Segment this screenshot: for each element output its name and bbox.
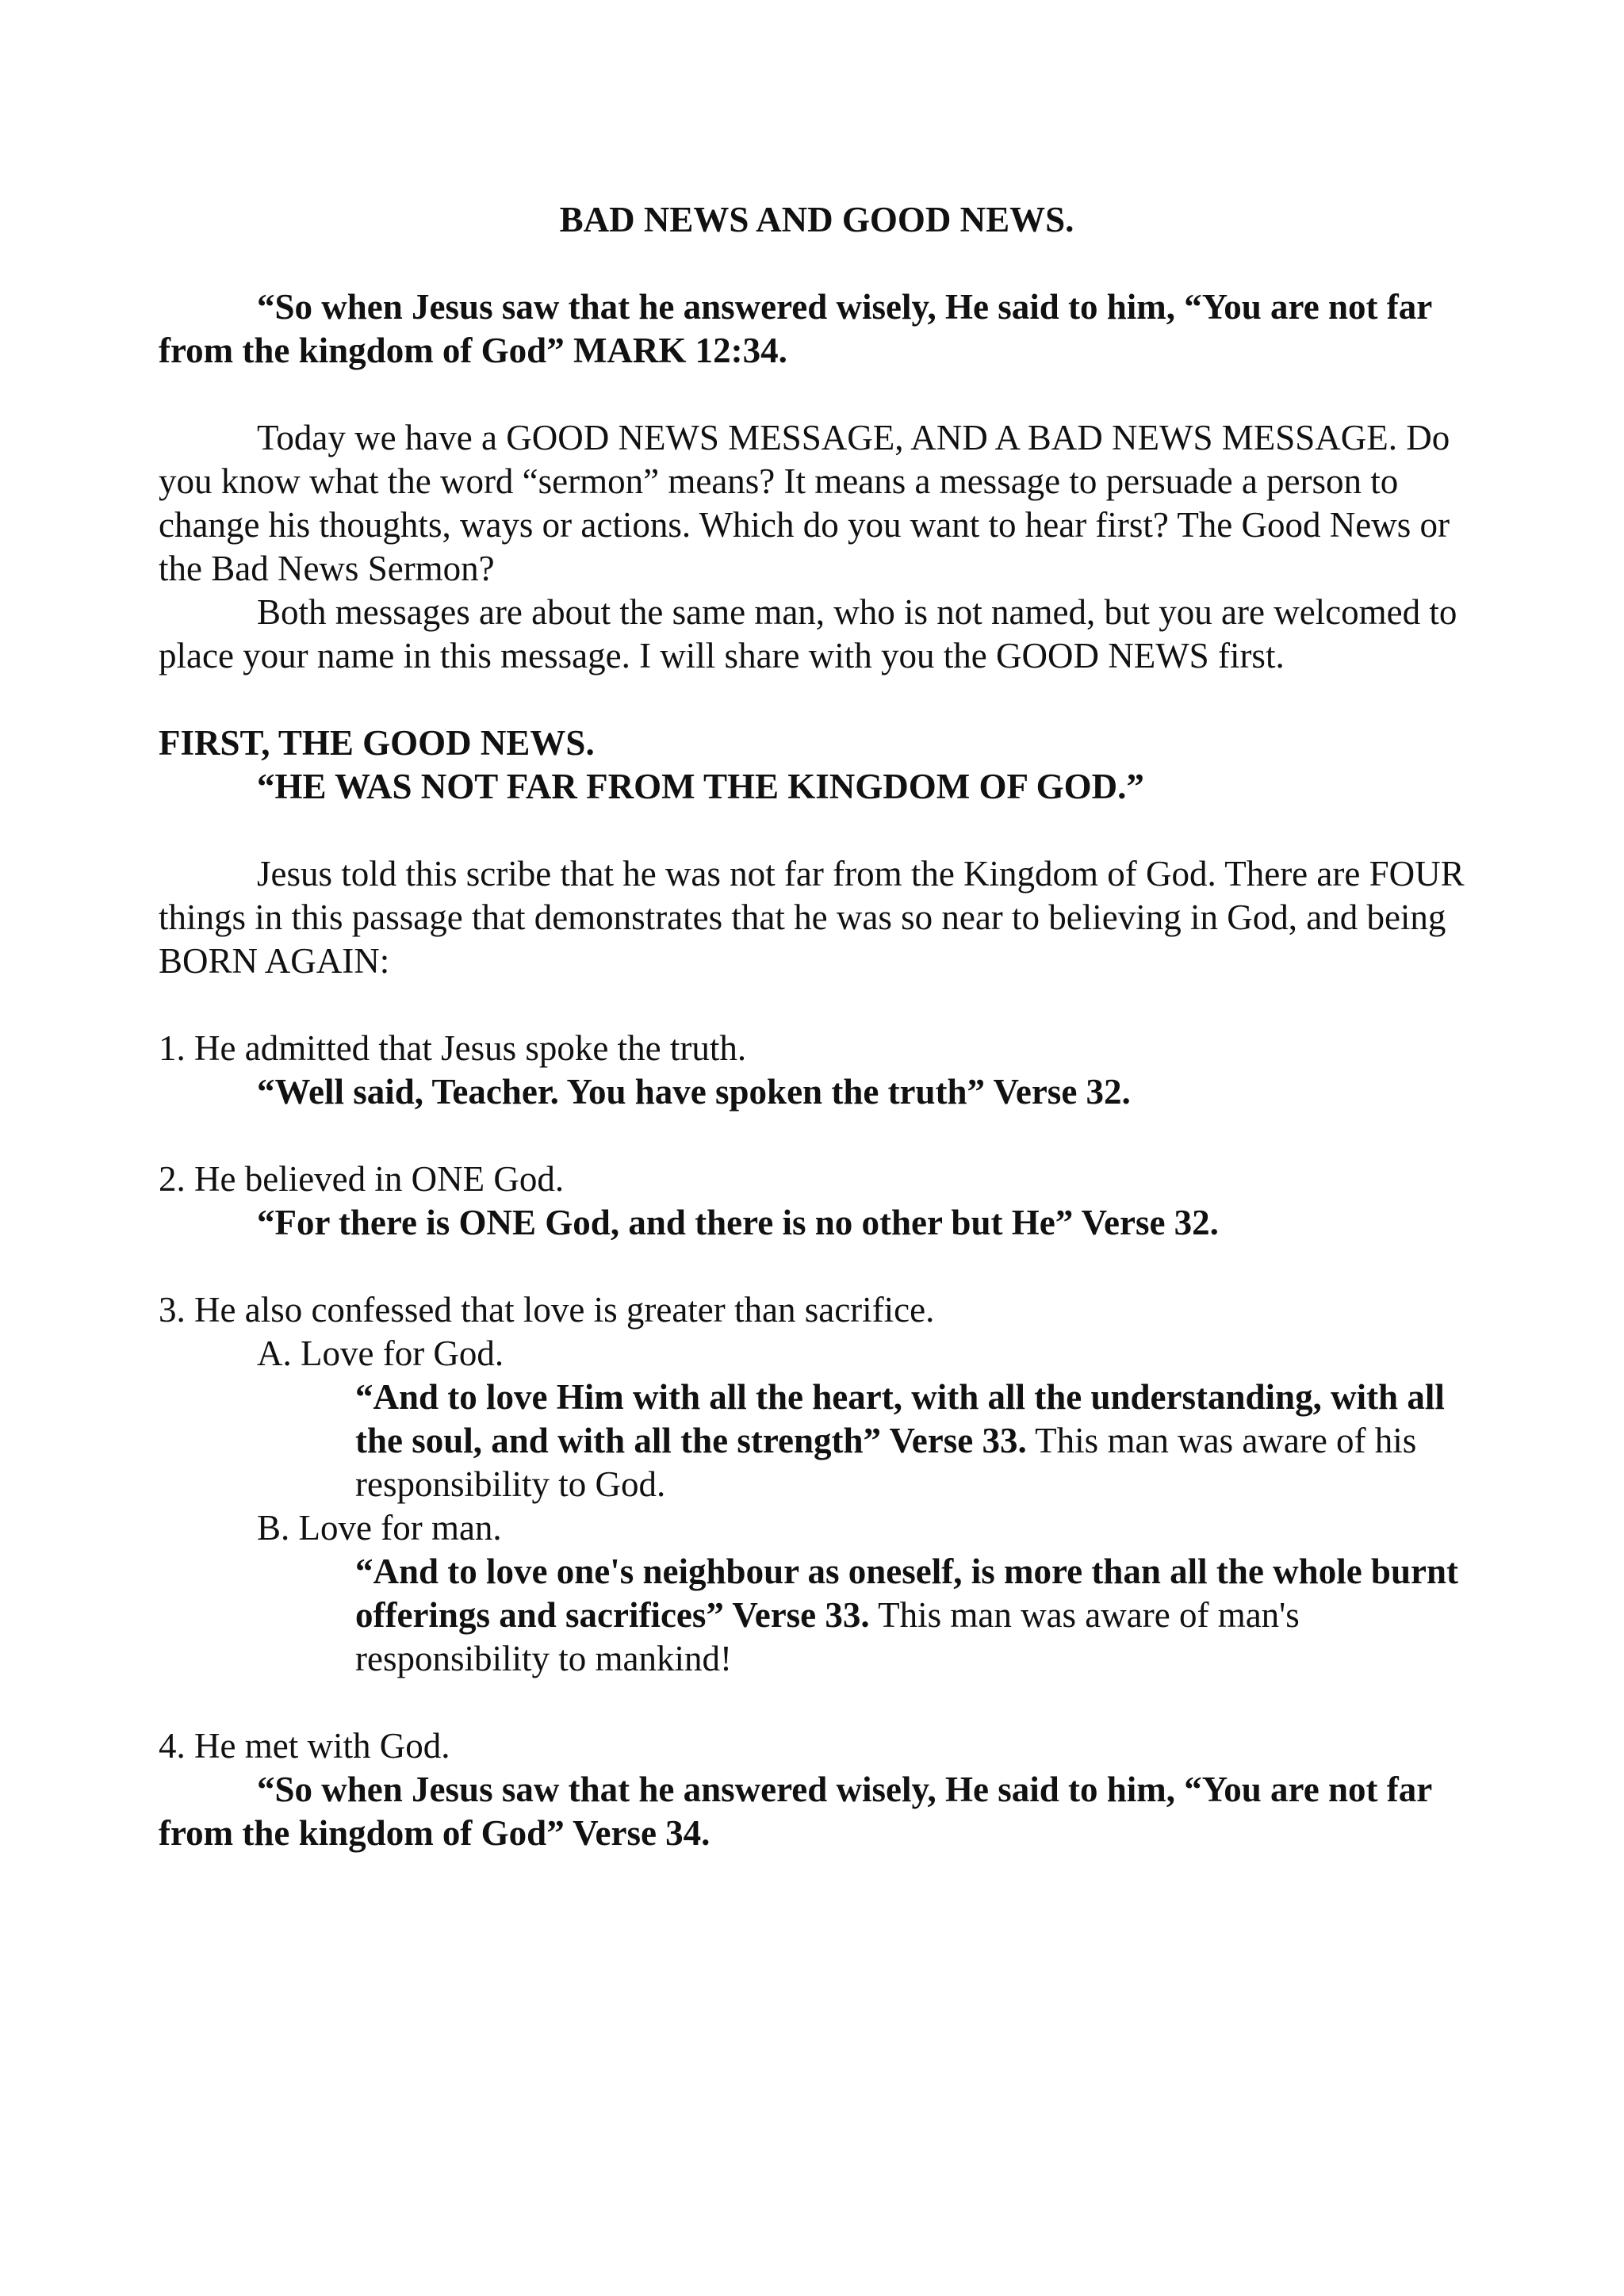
point-4-text: 4. He met with God. (159, 1726, 450, 1766)
point-2-text: 2. He believed in ONE God. (159, 1159, 565, 1199)
spacer (159, 1245, 1475, 1288)
point-3a-note: This man was aware of his responsibility to God. (355, 1421, 1417, 1504)
spacer (159, 1681, 1475, 1724)
section-paragraph: Jesus told this scribe that he was not far from the Kingdom of God. There are FOUR things in this passage that demonstrates that he was so near to believing in God, and being BORN AGAIN: (159, 854, 1465, 981)
point-3-text: 3. He also confessed that love is greater than sacrifice. (159, 1290, 935, 1330)
epigraph-quote: “So when Jesus saw that he answered wisely, He said to him, “You are not far from the kingdom of God” MARK 12:34. (159, 287, 1432, 370)
spacer (159, 983, 1475, 1027)
point-3b-label: B. Love for man. (257, 1508, 502, 1548)
section-heading-good-news: FIRST, THE GOOD NEWS. (159, 723, 595, 763)
intro-paragraph-1: Today we have a GOOD NEWS MESSAGE, AND A BAD NEWS MESSAGE. Do you know what the word “sermon” means? It means a message to persuade a person to change his thoughts, ways or actions. Which do you want to hear first? The Good News or the Bad News Sermon? (159, 418, 1450, 588)
point-1-text: 1. He admitted that Jesus spoke the truth. (159, 1028, 747, 1068)
document-body (159, 198, 1475, 1855)
section-subheading: “HE WAS NOT FAR FROM THE KINGDOM OF GOD.” (257, 767, 1144, 806)
point-2-quote: “For there is ONE God, and there is no other but He” Verse 32. (257, 1203, 1219, 1242)
point-1-quote: “Well said, Teacher. You have spoken the truth” Verse 32. (257, 1072, 1131, 1112)
point-3a-quote: “And to love Him with all the heart, with all the understanding, with all the soul, and with all the strength” Verse 33. (355, 1377, 1445, 1460)
spacer (159, 1114, 1475, 1158)
point-3a-label: A. Love for God. (257, 1334, 504, 1373)
spacer (159, 678, 1475, 721)
spacer (159, 809, 1475, 852)
point-3a-body (159, 1376, 1475, 1506)
point-3b-note: This man was aware of man's responsibility to mankind! (355, 1595, 1300, 1678)
spacer (159, 373, 1475, 416)
document-title: BAD NEWS AND GOOD NEWS. (559, 200, 1074, 239)
point-3b-body (159, 1550, 1475, 1681)
point-3b-quote: “And to love one's neighbour as oneself, is more than all the whole burnt offerings and sacrifices” Verse 33. (355, 1552, 1458, 1635)
point-4-quote: “So when Jesus saw that he answered wisely, He said to him, “You are not far from the kingdom of God” Verse 34. (159, 1770, 1432, 1853)
intro-paragraph-2: Both messages are about the same man, who is not named, but you are welcomed to place your name in this message. I will share with you the GOOD NEWS first. (159, 592, 1457, 675)
